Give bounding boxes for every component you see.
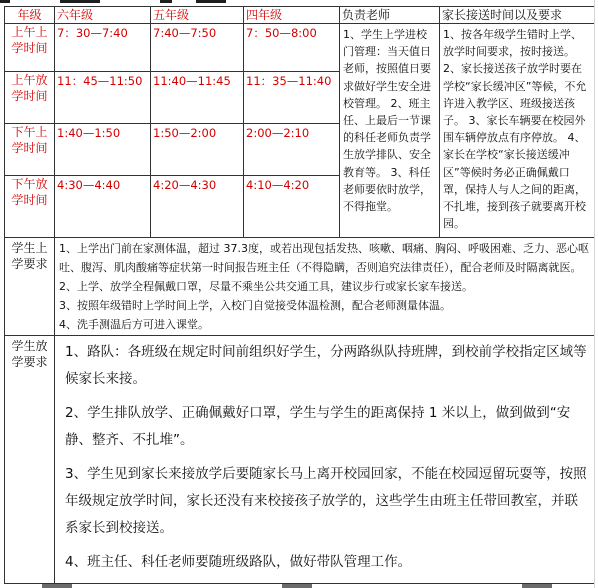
- table-row: [5, 24, 595, 72]
- time-cell: 11：45—11:50: [55, 72, 151, 124]
- leave-item: 1、路队：各班级在规定时间前组织好学生，分两路纵队持班牌，到校前学校指定区域等候家长来接。: [65, 344, 587, 387]
- parent-requirements: 1、按各年级学生错时上学、放学时间要求，按时接送。2、家长接送孩子放学时要在学校“家长缓冲区”等候，不允许进入教学区、班级接送孩子。 3、家长车辆要在校园外围车辆停放点有序停放。 4、家长在学校“家长接送缓冲区”等候时务必正确佩戴口罩，保持人与人之间的距离，不扎堆，接到孩子就要离开校园。: [440, 24, 595, 238]
- header-parent: 家长接送时间以及要求: [440, 7, 595, 24]
- leave-item: 4、班主任、科任老师要随班级路队，做好带队管理工作。: [65, 554, 412, 570]
- header-teacher: 负责老师: [340, 7, 440, 24]
- entry-requirements-row: [5, 238, 595, 336]
- entry-item: 1、上学出门前在家测体温，超过 37.3度，或若出现包括发热、咳嗽、咽痛、胸闷、呼吸困难、乏力、恶心呕吐、腹泻、肌肉酸痛等症状第一时间报告班主任（不得隐瞒，否则追究法律责任），配合老师及时隔离就医。: [59, 242, 589, 274]
- leave-requirements-row: [5, 336, 595, 584]
- time-cell: 1:50—2:00: [151, 124, 244, 176]
- time-cell: 11：35—11:40: [244, 72, 340, 124]
- entry-requirements-label: 学生上学要求: [5, 238, 55, 336]
- time-cell: 7:40—7:50: [151, 24, 244, 72]
- header-grade: 年级: [5, 7, 55, 24]
- schedule-table: [4, 6, 595, 584]
- bottom-crop-mark: [42, 584, 72, 588]
- header-row: [5, 7, 595, 24]
- leave-requirements-text: [55, 336, 595, 584]
- top-crop-mark: [0, 0, 10, 3]
- row-label: 下午放学时间: [5, 176, 55, 238]
- time-cell: 2:00—2:10: [244, 124, 340, 176]
- top-crop-mark: [60, 0, 100, 3]
- time-cell: 7：30—7:40: [55, 24, 151, 72]
- header-grade-4: 四年级: [244, 7, 340, 24]
- row-label: 上午放学时间: [5, 72, 55, 124]
- page-edge: [594, 0, 595, 588]
- teacher-duties: 1、学生上学进校门管理：当天值日老师，按照值日要求做好学生安全进校管理。 2、班主任、上最后一节课的科任老师负责学生放学排队、安全教育等。 3、科任老师要依时放学，不得拖堂。: [340, 24, 440, 238]
- time-cell: 11:40—11:45: [151, 72, 244, 124]
- time-cell: 4:20—4:30: [151, 176, 244, 238]
- leave-item: 3、学生见到家长来接放学后要随家长马上离开校园回家，不能在校园逗留玩耍等，按照年级规定放学时间，家长还没有来校接孩子放学的，这些学生由班主任带回教室，并联系家长到校接送。: [65, 466, 587, 536]
- entry-item: 3、按照年级错时上学时间上学，入校门自觉接受体温检测，配合老师测量体温。: [59, 299, 451, 312]
- entry-item: 4、洗手测温后方可进入课堂。: [59, 318, 209, 331]
- bottom-crop-mark: [282, 584, 312, 588]
- time-cell: 4:30—4:40: [55, 176, 151, 238]
- top-crop-mark: [160, 0, 172, 3]
- entry-requirements-text: [55, 238, 595, 336]
- top-crop-mark: [196, 0, 226, 3]
- header-grade-6: 六年级: [55, 7, 151, 24]
- time-cell: 7：50—8:00: [244, 24, 340, 72]
- row-label: 上午上学时间: [5, 24, 55, 72]
- entry-item: 2、上学、放学全程佩戴口罩，尽量不乘坐公共交通工具，建议步行或家长家车接送。: [59, 280, 473, 293]
- time-cell: 1:40—1:50: [55, 124, 151, 176]
- row-label: 下午上学时间: [5, 124, 55, 176]
- leave-item: 2、学生排队放学、正确佩戴好口罩，学生与学生的距离保持 1 米以上，做到做到“安静、整齐、不扎堆”。: [65, 405, 571, 448]
- header-grade-5: 五年级: [151, 7, 244, 24]
- bottom-crop-mark: [522, 584, 552, 588]
- leave-requirements-label: 学生放学要求: [5, 336, 55, 584]
- time-cell: 4:10—4:20: [244, 176, 340, 238]
